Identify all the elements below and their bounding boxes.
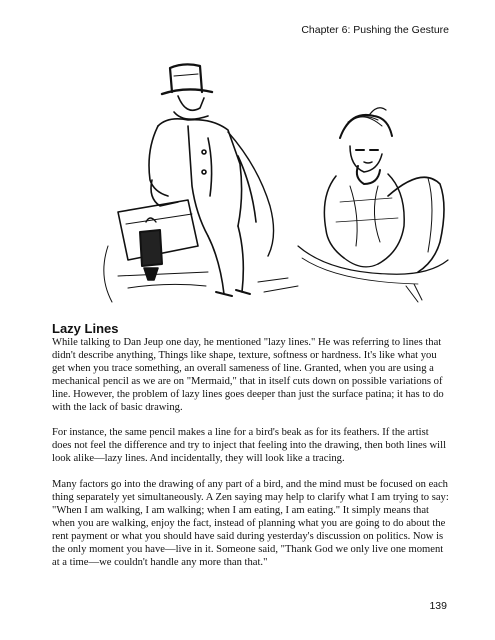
body-text: [52, 337, 450, 583]
chapter-header: Chapter 6: Pushing the Gesture: [301, 24, 449, 36]
paragraph: Many factors go into the drawing of any part of a bird, and the mind must be focused on each thing separately yet simultaneously. A Zen saying may help to clarify what I am trying to say: "When I am walking, I am walking; when I am eating, I am eating." It simply means that when you are walking, enjoy the fact, instead of planning what you are going to do about the rent payment or what you should have said during yesterday's discussion on politics. Now is the only moment you have—live in it. Someone said, "Thank God we only live one moment at a time—we couldn't handle any more than that.": [52, 479, 449, 568]
paragraph: While talking to Dan Jeup one day, he mentioned "lazy lines." He was referring to lines that didn't describe anything, Things like shape, texture, softness or hardness. It's like what you get when you trace something, an overall sameness of line. Granted, when you are using a mechanical pencil as we are on "Mermaid," that in itself cuts down on possible variations of line. However, the problem of lazy lines goes deeper than just the surface patina; it has to do with the lack of basic drawing.: [52, 337, 444, 413]
gesture-sketches-figure: [88, 46, 454, 306]
paragraph: For instance, the same pencil makes a line for a bird's beak as for its feathers. If the artist does not feel the difference and try to inject that feeling into the drawing, then both lines will look alike—lazy lines. And incidentally, they will look like a tracing.: [52, 427, 447, 465]
top-hat-man-sketch: [104, 64, 298, 302]
page-number: 139: [429, 600, 447, 612]
section-title: Lazy Lines: [52, 321, 119, 336]
seated-woman-sketch: [298, 108, 448, 302]
sketch-illustration: [88, 46, 454, 306]
